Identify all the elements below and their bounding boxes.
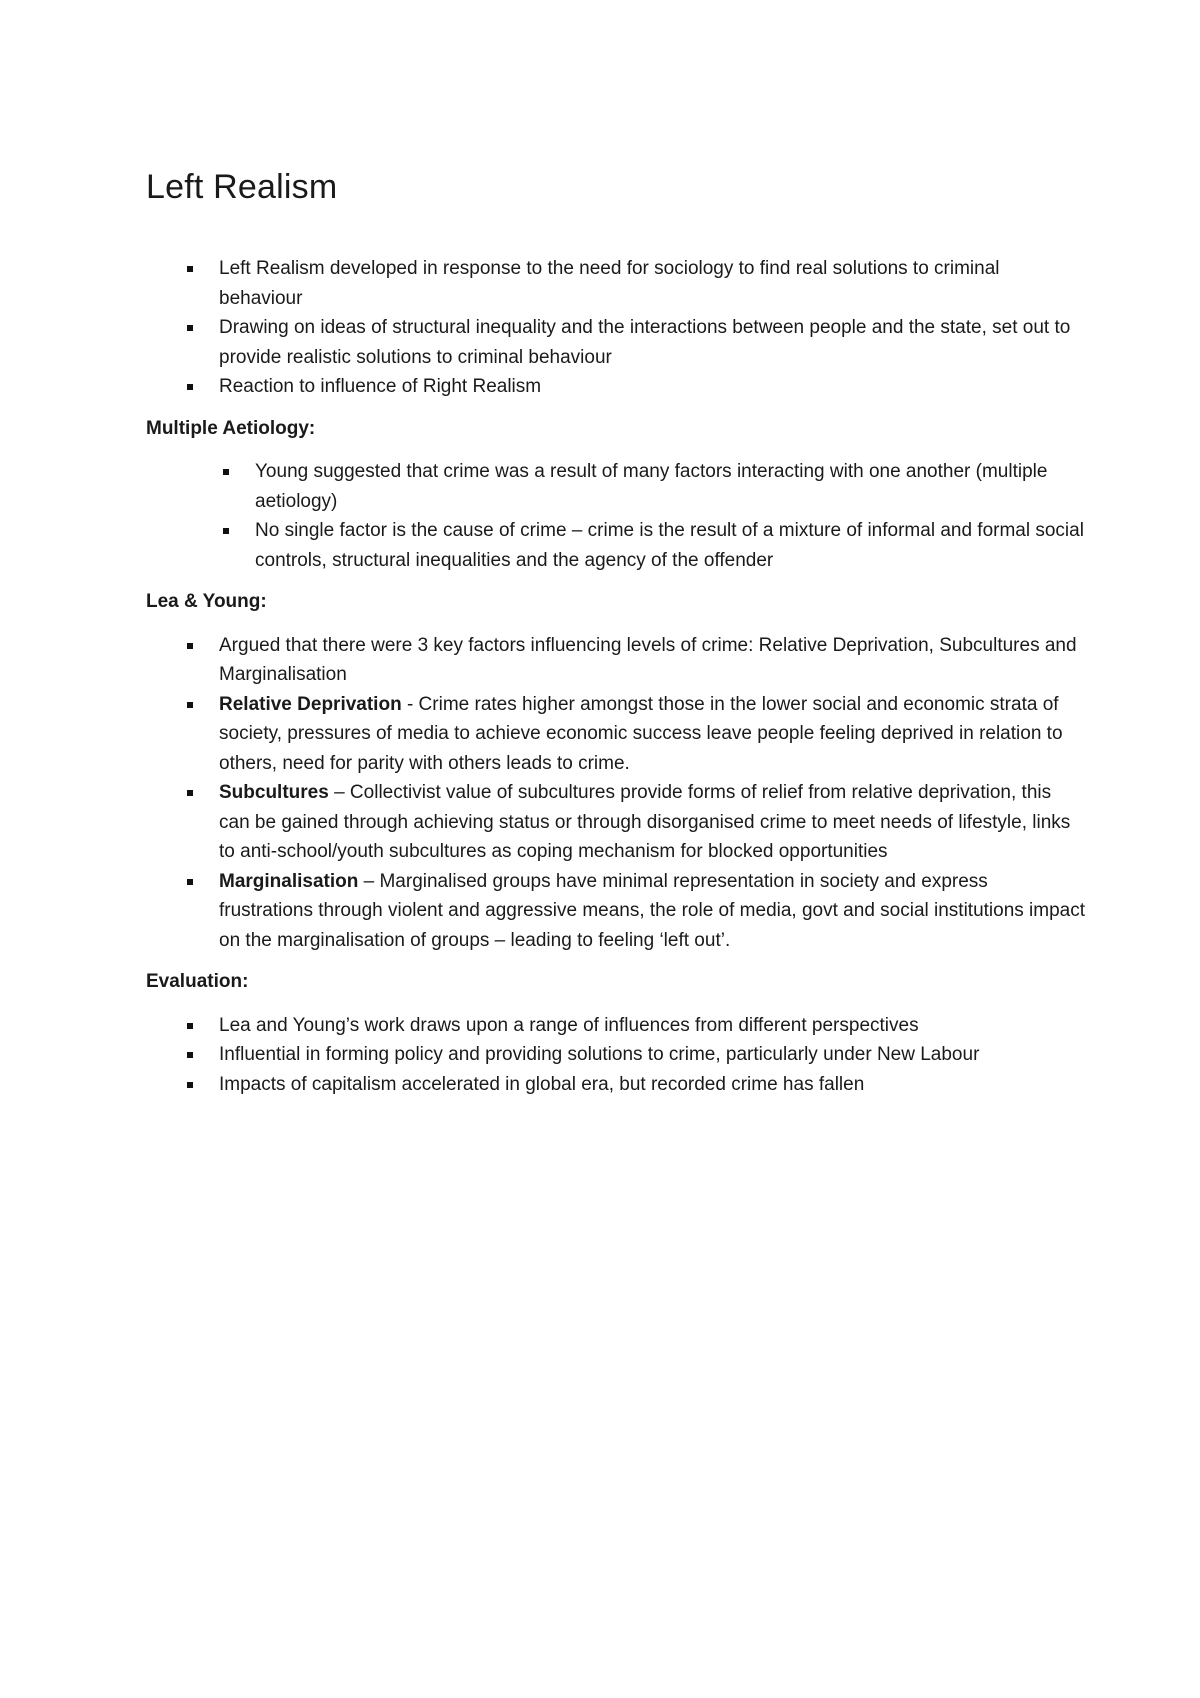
list-item [146, 867, 1086, 956]
term-description: - Crime rates higher amongst those in the lower social and economic strata of society, pressures of media to achieve economic success leave people feeling deprived in relation to others, need for parity with others leads to crime. [219, 693, 1063, 774]
intro-list [146, 254, 1086, 402]
term-description: – Marginalised groups have minimal representation in society and express frustrations through violent and aggressive means, the role of media, govt and social institutions impact on the marginalisation of groups – leading to feeling ‘left out’. [219, 870, 1086, 951]
term-marginalisation: Marginalisation [219, 870, 359, 892]
list-item: Reaction to influence of Right Realism [146, 372, 1086, 402]
evaluation-list [146, 1011, 1086, 1100]
list-item: Drawing on ideas of structural inequality and the interactions between people and the state, set out to provide realistic solutions to criminal behaviour [146, 313, 1086, 372]
term-subcultures: Subcultures [219, 782, 329, 803]
list-item [146, 690, 1086, 779]
document-body [146, 254, 1086, 1111]
list-item [146, 778, 1086, 867]
document-title: Left Realism [146, 168, 338, 206]
list-item: Impacts of capitalism accelerated in global era, but recorded crime has fallen [146, 1070, 1086, 1100]
multiple-aetiology-list [146, 457, 1086, 575]
term-description: – Collectivist value of subcultures provide forms of relief from relative deprivation, this can be gained through achieving status or through disorganised crime to meet needs of lifestyle, links to anti-school/youth subcultures as coping mechanism for blocked opportunities [219, 782, 1071, 862]
list-item: Lea and Young’s work draws upon a range of influences from different perspectives [146, 1011, 1086, 1041]
list-item: Influential in forming policy and providing solutions to crime, particularly under New Labour [146, 1040, 1086, 1070]
list-item: Argued that there were 3 key factors influencing levels of crime: Relative Deprivation, Subcultures and Marginalisation [146, 631, 1086, 690]
section-heading-lea-young: Lea & Young: [146, 591, 267, 612]
term-relative-deprivation: Relative Deprivation [219, 693, 402, 715]
section-heading-evaluation: Evaluation: [146, 971, 249, 992]
section-heading-multiple-aetiology: Multiple Aetiology: [146, 417, 316, 439]
lea-young-list [146, 631, 1086, 956]
list-item: Left Realism developed in response to the need for sociology to find real solutions to criminal behaviour [146, 254, 1086, 313]
list-item: No single factor is the cause of crime – crime is the result of a mixture of informal and formal social controls, structural inequalities and the agency of the offender [146, 516, 1086, 575]
list-item: Young suggested that crime was a result of many factors interacting with one another (multiple aetiology) [146, 457, 1086, 516]
